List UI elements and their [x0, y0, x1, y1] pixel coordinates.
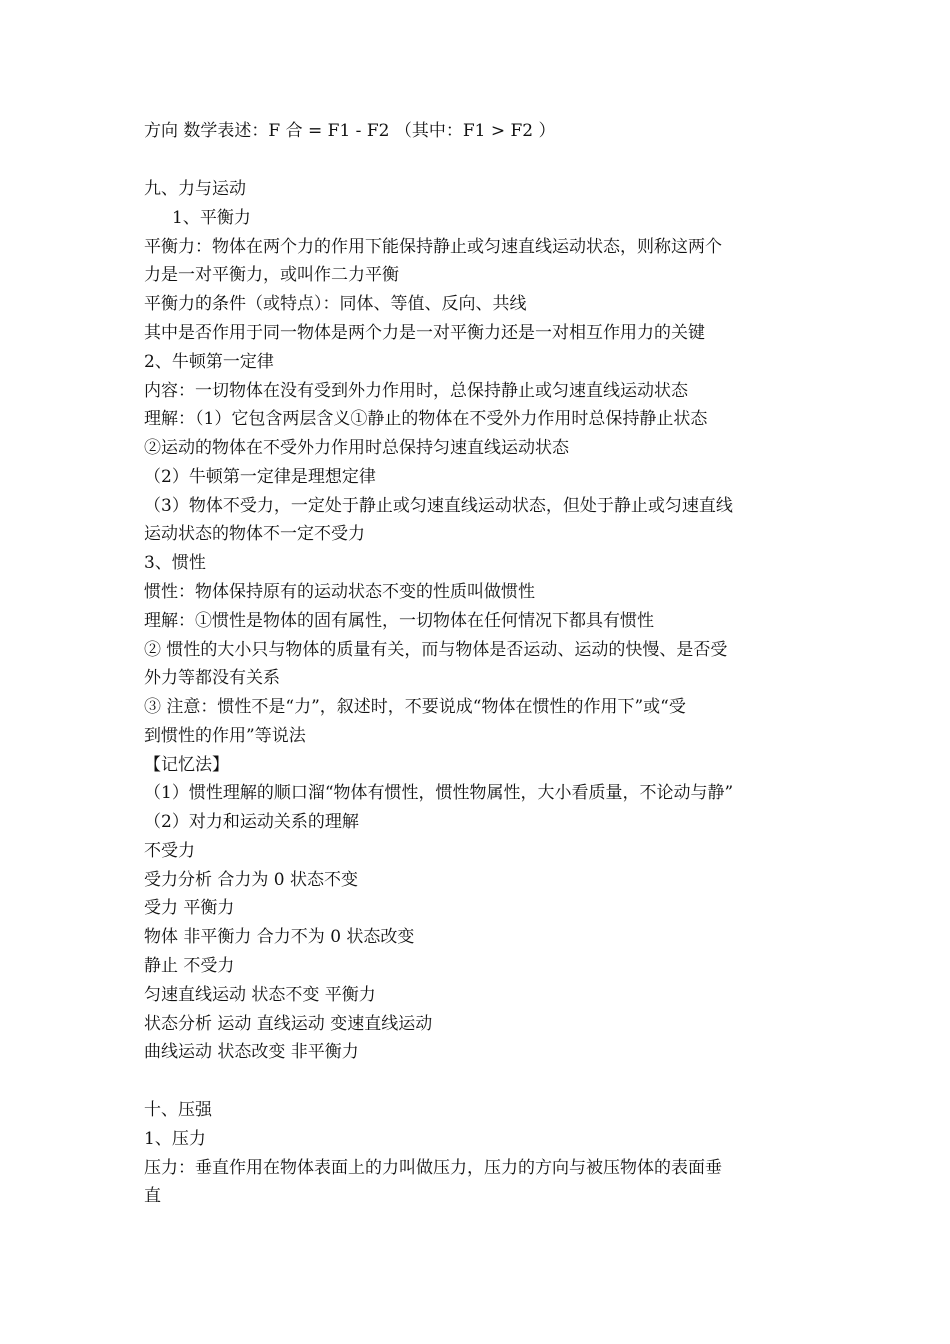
subsection-heading: 3、惯性 [144, 553, 206, 573]
text-line: 受力分析 合力为 0 状态不变 [144, 870, 359, 890]
text-line: 状态分析 运动 直线运动 变速直线运动 [144, 1014, 433, 1034]
text-line: 压力：垂直作用在物体表面上的力叫做压力，压力的方向与被压物体的表面垂 [144, 1158, 722, 1178]
text-line: 方向 数学表述：F 合 = F1 - F2 （其中：F1 > F2 ） [144, 121, 556, 141]
text-line: 静止 不受力 [144, 956, 235, 976]
subsection-heading: 1、压力 [144, 1129, 206, 1149]
text-line: 直 [144, 1186, 161, 1206]
text-line: 理解：①惯性是物体的固有属性，一切物体在任何情况下都具有惯性 [144, 611, 654, 631]
subsection-heading: 2、牛顿第一定律 [144, 352, 274, 372]
text-line: ②运动的物体在不受外力作用时总保持匀速直线运动状态 [144, 438, 569, 458]
text-line: ③ 注意：惯性不是“力”，叙述时，不要说成“物体在惯性的作用下”或“受 [144, 697, 686, 717]
text-line: （2）牛顿第一定律是理想定律 [144, 467, 376, 487]
text-line: 不受力 [144, 841, 195, 861]
text-line: 力是一对平衡力，或叫作二力平衡 [144, 265, 399, 285]
text-line: ② 惯性的大小只与物体的质量有关，而与物体是否运动、运动的快慢、是否受 [144, 640, 728, 660]
text-line: （1）惯性理解的顺口溜“物体有惯性，惯性物属性，大小看质量，不论动与静” [144, 783, 734, 803]
subsection-heading: 1、平衡力 [172, 208, 251, 228]
text-line: （3）物体不受力，一定处于静止或匀速直线运动状态，但处于静止或匀速直线 [144, 496, 733, 516]
text-line: 物体 非平衡力 合力不为 0 状态改变 [144, 927, 415, 947]
text-line: 到惯性的作用”等说法 [144, 726, 306, 746]
text-line: 外力等都没有关系 [144, 668, 280, 688]
text-line: 惯性：物体保持原有的运动状态不变的性质叫做惯性 [144, 582, 535, 602]
text-line: 理解：（1）它包含两层含义①静止的物体在不受外力作用时总保持静止状态 [144, 409, 708, 429]
text-line: 平衡力的条件（或特点）：同体、等值、反向、共线 [144, 294, 527, 314]
text-line: 运动状态的物体不一定不受力 [144, 524, 365, 544]
text-line: 受力 平衡力 [144, 898, 235, 918]
text-line: （2）对力和运动关系的理解 [144, 812, 359, 832]
text-line: 曲线运动 状态改变 非平衡力 [144, 1042, 359, 1062]
section-heading: 十、压强 [144, 1100, 212, 1120]
text-line: 其中是否作用于同一物体是两个力是一对平衡力还是一对相互作用力的关键 [144, 323, 705, 343]
text-line: 平衡力：物体在两个力的作用下能保持静止或匀速直线运动状态，则称这两个 [144, 237, 722, 257]
text-line: 内容：一切物体在没有受到外力作用时，总保持静止或匀速直线运动状态 [144, 381, 688, 401]
memory-heading: 【记忆法】 [144, 755, 229, 775]
section-heading: 九、力与运动 [144, 179, 246, 199]
text-line: 匀速直线运动 状态不变 平衡力 [144, 985, 376, 1005]
